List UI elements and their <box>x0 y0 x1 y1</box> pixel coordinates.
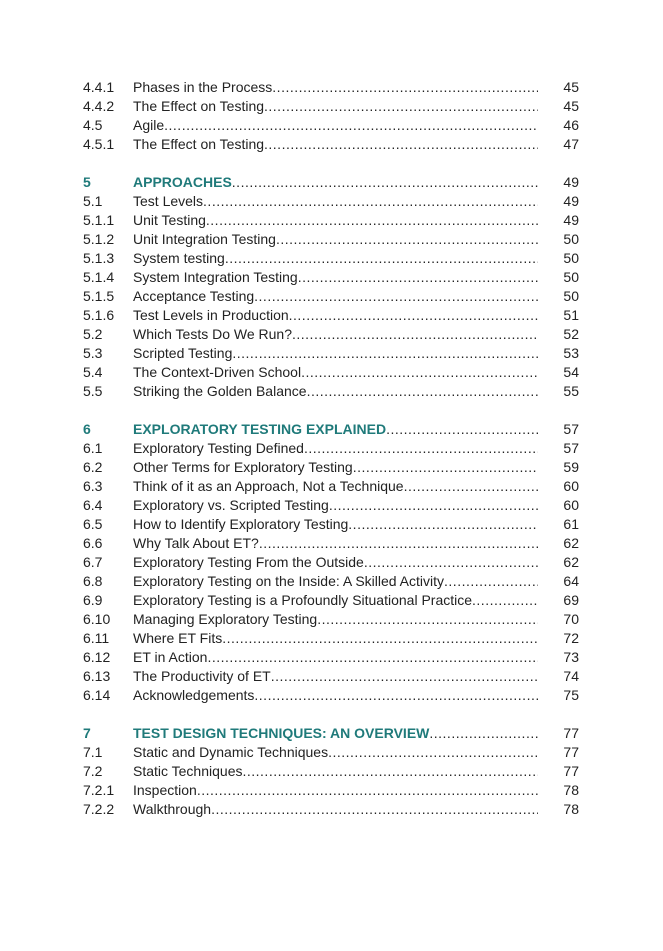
toc-section-title: Phases in the Process <box>133 79 273 95</box>
toc-title-wrap <box>133 800 538 819</box>
toc-entry-row[interactable] <box>83 572 579 591</box>
toc-entry-row[interactable] <box>83 192 579 211</box>
toc-section-number: 5.1.1 <box>83 212 115 228</box>
toc-entry-row[interactable] <box>83 382 579 401</box>
toc-page-number: 62 <box>563 554 579 570</box>
toc-page-number: 73 <box>563 649 579 665</box>
toc-section-number: 7.2 <box>83 763 103 779</box>
toc-title-wrap <box>133 743 538 762</box>
toc-section-number: 5.4 <box>83 364 103 380</box>
toc-section-number: 5.1.3 <box>83 250 115 266</box>
toc-title-wrap <box>133 306 538 325</box>
dot-leader <box>289 306 538 325</box>
toc-title-wrap <box>133 211 538 230</box>
dot-leader <box>225 249 538 268</box>
toc-section-number: 5.1.4 <box>83 269 115 285</box>
toc-entry-row[interactable] <box>83 762 579 781</box>
toc-entry-row[interactable] <box>83 610 579 629</box>
toc-title-wrap <box>133 496 538 515</box>
toc-entry-row[interactable] <box>83 477 579 496</box>
toc-section-title: Static and Dynamic Techniques <box>133 744 329 760</box>
toc-page-number: 61 <box>563 516 579 532</box>
toc-title-wrap <box>133 686 538 705</box>
dot-leader <box>276 230 538 249</box>
toc-title-wrap <box>133 420 538 439</box>
toc-section-number: 5.1.5 <box>83 288 115 304</box>
toc-section-title: Test Levels <box>133 193 204 209</box>
toc-section-title: System testing <box>133 250 225 266</box>
toc-section-title: Unit Testing <box>133 212 206 228</box>
toc-section-title: Exploratory Testing is a Profoundly Situational Practice <box>133 592 473 608</box>
toc-chapter-row[interactable] <box>83 724 579 743</box>
toc-page-number: 62 <box>563 535 579 551</box>
toc-section-title: EXPLORATORY TESTING EXPLAINED <box>133 421 387 437</box>
toc-section-number: 6.12 <box>83 649 111 665</box>
toc-entry-row[interactable] <box>83 743 579 762</box>
toc-section-number: 6.10 <box>83 611 111 627</box>
toc-chapter-row[interactable] <box>83 173 579 192</box>
toc-page-number: 51 <box>563 307 579 323</box>
toc-section-title: Which Tests Do We Run? <box>133 326 292 342</box>
toc-entry-row[interactable] <box>83 344 579 363</box>
dot-leader <box>444 572 538 591</box>
toc-entry-row[interactable] <box>83 553 579 572</box>
toc-entry-row[interactable] <box>83 515 579 534</box>
dot-leader <box>298 268 538 287</box>
toc-section-title: Where ET Fits <box>133 630 223 646</box>
toc-section-title: Other Terms for Exploratory Testing <box>133 459 353 475</box>
toc-title-wrap <box>133 249 538 268</box>
dot-leader <box>254 686 538 705</box>
toc-section-number: 6.4 <box>83 497 103 513</box>
toc-section-number: 7.2.2 <box>83 801 115 817</box>
toc-entry-row[interactable] <box>83 116 579 135</box>
dot-leader <box>232 173 538 192</box>
toc-section-number: 6.2 <box>83 459 103 475</box>
toc-page-number: 77 <box>563 725 579 741</box>
toc-entry-row[interactable] <box>83 268 579 287</box>
toc-section-number: 4.4.2 <box>83 98 115 114</box>
toc-title-wrap <box>133 439 538 458</box>
toc-entry-row[interactable] <box>83 306 579 325</box>
dot-leader <box>259 534 538 553</box>
toc-title-wrap <box>133 325 538 344</box>
toc-section-title: TEST DESIGN TECHNIQUES: AN OVERVIEW <box>133 725 430 741</box>
toc-title-wrap <box>133 648 538 667</box>
dot-leader <box>242 762 538 781</box>
toc-section-title: Exploratory vs. Scripted Testing <box>133 497 329 513</box>
toc-section-number: 5.1.6 <box>83 307 115 323</box>
toc-section-title: The Productivity of ET <box>133 668 271 684</box>
toc-entry-row[interactable] <box>83 211 579 230</box>
toc-page-number: 72 <box>563 630 579 646</box>
toc-page-number: 78 <box>563 801 579 817</box>
dot-leader <box>197 781 538 800</box>
toc-section-title: APPROACHES <box>133 174 232 190</box>
toc-title-wrap <box>133 97 538 116</box>
toc-title-wrap <box>133 363 538 382</box>
toc-page-number: 64 <box>563 573 579 589</box>
toc-section-title: Managing Exploratory Testing <box>133 611 318 627</box>
toc-title-wrap <box>133 667 538 686</box>
toc-page-number: 77 <box>563 744 579 760</box>
toc-page-number: 78 <box>563 782 579 798</box>
toc-title-wrap <box>133 515 538 534</box>
toc-entry-row[interactable] <box>83 667 579 686</box>
toc-page-number: 69 <box>563 592 579 608</box>
toc-section-title: Walkthrough <box>133 801 212 817</box>
toc-entry-row[interactable] <box>83 686 579 705</box>
toc-page-number: 52 <box>563 326 579 342</box>
toc-section-title: The Effect on Testing <box>133 98 265 114</box>
toc-page-number: 50 <box>563 269 579 285</box>
dot-leader <box>404 477 538 496</box>
dot-leader <box>264 135 538 154</box>
toc-entry-row[interactable] <box>83 363 579 382</box>
toc-section-number: 6.9 <box>83 592 103 608</box>
toc-entry-row[interactable] <box>83 230 579 249</box>
dot-leader <box>272 78 538 97</box>
toc-entry-row[interactable] <box>83 781 579 800</box>
toc-page-number: 74 <box>563 668 579 684</box>
toc-page-number: 50 <box>563 250 579 266</box>
toc-title-wrap <box>133 382 538 401</box>
dot-leader <box>328 743 538 762</box>
toc-section-title: The Context-Driven School <box>133 364 302 380</box>
toc-section-title: Agile <box>133 117 165 133</box>
toc-entry-row[interactable] <box>83 534 579 553</box>
dot-leader <box>271 667 538 686</box>
toc-page-number: 49 <box>563 174 579 190</box>
dot-leader <box>207 648 538 667</box>
toc-title-wrap <box>133 230 538 249</box>
toc-section-number: 5.2 <box>83 326 103 342</box>
toc-section-number: 4.5 <box>83 117 103 133</box>
toc-entry-row[interactable] <box>83 135 579 154</box>
toc-title-wrap <box>133 572 538 591</box>
toc-section-title: Exploratory Testing on the Inside: A Skilled Activity <box>133 573 445 589</box>
section-spacer <box>83 401 579 420</box>
toc-section-title: Why Talk About ET? <box>133 535 259 551</box>
toc-section-number: 6.11 <box>83 630 110 646</box>
toc-entry-row[interactable] <box>83 287 579 306</box>
toc-section-title: Inspection <box>133 782 197 798</box>
toc-title-wrap <box>133 610 538 629</box>
toc-page-number: 57 <box>563 421 579 437</box>
toc-title-wrap <box>133 268 538 287</box>
toc-entry-row[interactable] <box>83 648 579 667</box>
toc-title-wrap <box>133 629 538 648</box>
dot-leader <box>206 211 538 230</box>
toc-page-number: 75 <box>563 687 579 703</box>
dot-leader <box>164 116 538 135</box>
toc-title-wrap <box>133 78 538 97</box>
section-spacer <box>83 154 579 173</box>
toc-entry-row[interactable] <box>83 97 579 116</box>
toc-section-number: 5.3 <box>83 345 103 361</box>
toc-title-wrap <box>133 344 538 363</box>
toc-section-number: 5.1.2 <box>83 231 115 247</box>
toc-page-number: 45 <box>563 79 579 95</box>
dot-leader <box>222 629 538 648</box>
toc-title-wrap <box>133 762 538 781</box>
toc-section-title: Test Levels in Production <box>133 307 289 323</box>
dot-leader <box>364 553 538 572</box>
toc-entry-row[interactable] <box>83 591 579 610</box>
dot-leader <box>292 325 538 344</box>
toc-title-wrap <box>133 477 538 496</box>
toc-entry-row[interactable] <box>83 439 579 458</box>
toc-title-wrap <box>133 116 538 135</box>
toc-page-number: 60 <box>563 478 579 494</box>
toc-page-number: 54 <box>563 364 579 380</box>
toc-section-title: Scripted Testing <box>133 345 233 361</box>
toc-section-title: Acknowledgements <box>133 687 255 703</box>
toc-section-number: 7.1 <box>83 744 103 760</box>
toc-page-number: 49 <box>563 212 579 228</box>
dot-leader <box>301 363 538 382</box>
toc-page-number: 50 <box>563 231 579 247</box>
toc-title-wrap <box>133 534 538 553</box>
toc-section-number: 5 <box>83 174 91 190</box>
toc-title-wrap <box>133 591 538 610</box>
toc-entry-row[interactable] <box>83 78 579 97</box>
dot-leader <box>317 610 538 629</box>
toc-section-number: 5.5 <box>83 383 103 399</box>
toc-section-title: Unit Integration Testing <box>133 231 276 247</box>
toc-section-number: 7.2.1 <box>83 782 115 798</box>
toc-page-number: 50 <box>563 288 579 304</box>
toc-section-number: 7 <box>83 725 91 741</box>
dot-leader <box>386 420 538 439</box>
toc-section-number: 6.6 <box>83 535 103 551</box>
toc-section-number: 6.3 <box>83 478 103 494</box>
toc-page-number: 47 <box>563 136 579 152</box>
toc-section-title: Exploratory Testing From the Outside <box>133 554 364 570</box>
toc-section-title: Striking the Golden Balance <box>133 383 307 399</box>
toc-section-number: 6 <box>83 421 91 437</box>
toc-entry-row[interactable] <box>83 458 579 477</box>
toc-page-number: 77 <box>563 763 579 779</box>
toc-title-wrap <box>133 724 538 743</box>
toc-title-wrap <box>133 192 538 211</box>
toc-section-number: 6.5 <box>83 516 103 532</box>
toc-section-title: System Integration Testing <box>133 269 298 285</box>
toc-entry-row[interactable] <box>83 629 579 648</box>
dot-leader <box>264 97 538 116</box>
toc-section-title: Acceptance Testing <box>133 288 255 304</box>
toc-title-wrap <box>133 135 538 154</box>
dot-leader <box>203 192 538 211</box>
toc-page-number: 53 <box>563 345 579 361</box>
dot-leader <box>304 439 538 458</box>
toc-section-number: 6.8 <box>83 573 103 589</box>
toc-entry-row[interactable] <box>83 249 579 268</box>
dot-leader <box>254 287 538 306</box>
toc-entry-row[interactable] <box>83 496 579 515</box>
toc-page-number: 70 <box>563 611 579 627</box>
toc-page-number: 55 <box>563 383 579 399</box>
toc-entry-row[interactable] <box>83 800 579 819</box>
toc-section-number: 4.4.1 <box>83 79 115 95</box>
dot-leader <box>329 496 538 515</box>
toc-section-title: The Effect on Testing <box>133 136 265 152</box>
toc-page-number: 59 <box>563 459 579 475</box>
section-spacer <box>83 705 579 724</box>
toc-section-title: ET in Action <box>133 649 208 665</box>
dot-leader <box>472 591 538 610</box>
dot-leader <box>307 382 538 401</box>
toc-section-number: 6.14 <box>83 687 111 703</box>
dot-leader <box>353 458 538 477</box>
toc-chapter-row[interactable] <box>83 420 579 439</box>
toc-title-wrap <box>133 553 538 572</box>
toc-title-wrap <box>133 287 538 306</box>
toc-title-wrap <box>133 781 538 800</box>
toc-page-number: 60 <box>563 497 579 513</box>
table-of-contents <box>83 78 579 819</box>
toc-entry-row[interactable] <box>83 325 579 344</box>
toc-page-number: 57 <box>563 440 579 456</box>
dot-leader <box>348 515 538 534</box>
toc-title-wrap <box>133 458 538 477</box>
toc-section-title: How to Identify Exploratory Testing <box>133 516 349 532</box>
toc-section-number: 6.13 <box>83 668 111 684</box>
toc-page-number: 46 <box>563 117 579 133</box>
toc-section-title: Think of it as an Approach, Not a Technique <box>133 478 404 494</box>
toc-section-number: 6.1 <box>83 440 103 456</box>
toc-section-number: 6.7 <box>83 554 103 570</box>
toc-title-wrap <box>133 173 538 192</box>
dot-leader <box>211 800 538 819</box>
toc-section-title: Static Techniques <box>133 763 243 779</box>
toc-page-number: 49 <box>563 193 579 209</box>
toc-section-number: 5.1 <box>83 193 103 209</box>
dot-leader <box>232 344 538 363</box>
toc-section-title: Exploratory Testing Defined <box>133 440 304 456</box>
toc-section-number: 4.5.1 <box>83 136 115 152</box>
toc-page-number: 45 <box>563 98 579 114</box>
dot-leader <box>429 724 538 743</box>
